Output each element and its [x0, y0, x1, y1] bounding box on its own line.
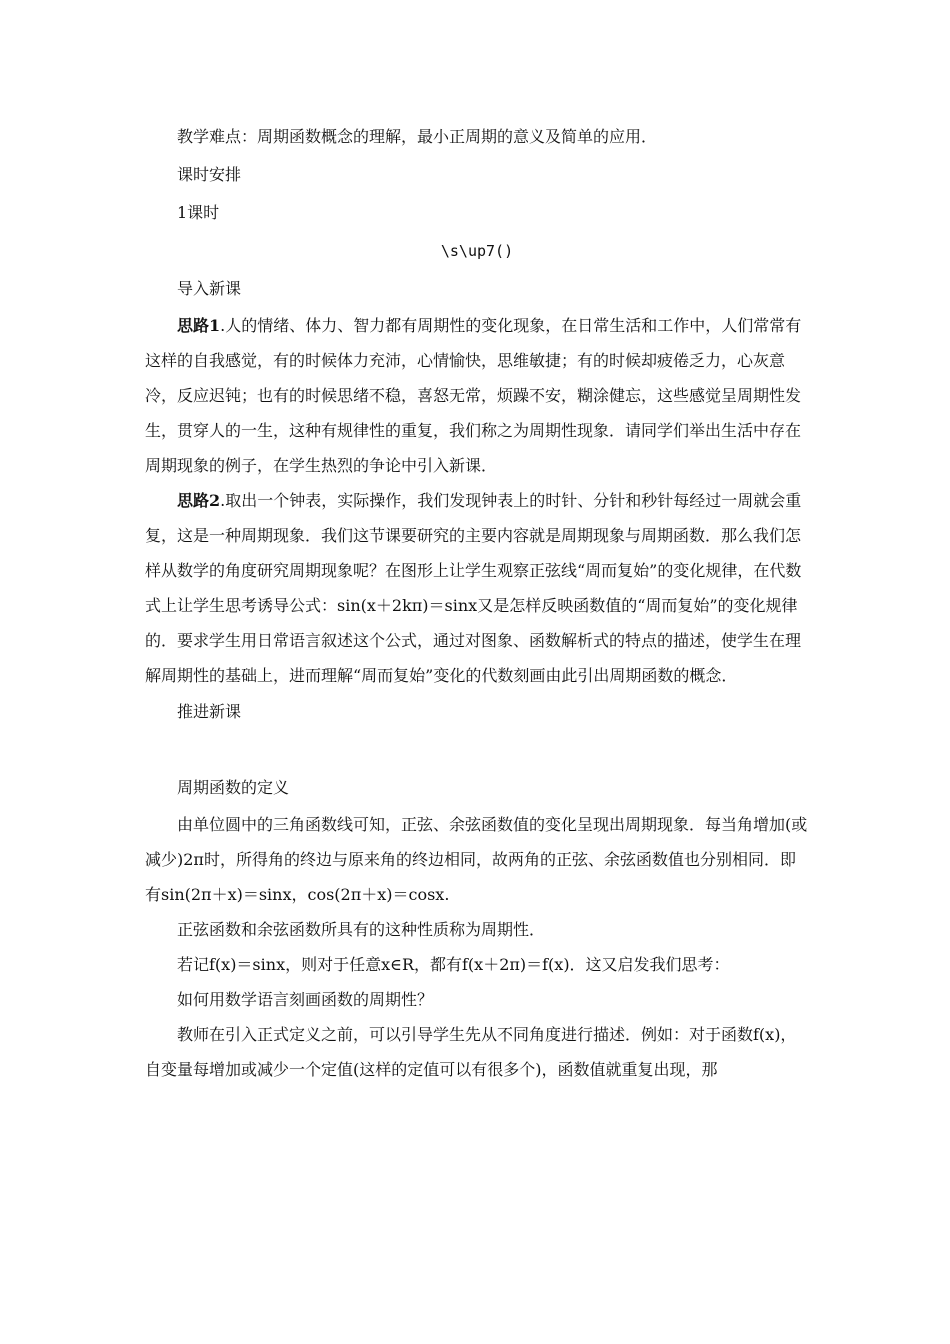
- intro-heading: 导入新课: [177, 279, 242, 298]
- sinx-notation-paragraph: 若记f(x)＝sinx，则对于任意x∈R，都有f(x＋2π)＝f(x)．这又启发我们思考：: [177, 955, 730, 974]
- teaching-difficulty: 教学难点：周期函数概念的理解，最小正周期的意义及简单的应用．: [177, 127, 658, 146]
- blank-line: [145, 731, 809, 769]
- lesson-schedule-value: 1课时: [177, 203, 220, 222]
- periodicity-paragraph: 正弦函数和余弦函数所具有的这种性质称为周期性．: [177, 920, 546, 939]
- field-code-artifact: \s\up7(): [440, 242, 514, 260]
- approach-2-text: .取出一个钟表，实际操作，我们发现钟表上的时针、分针和秒针每经过一周就会重复，这是一种周期现象．我们这节课要研究的主要内容就是周期现象与周期函数．那么我们怎样从数学的角度研究周期现象呢？在图形上让学生观察正弦线“周而复始”的变化规律，在代数式上让学生思考诱导公式：sin(x＋2kπ)＝sinx又是怎样反映函数值的“周而复始”的变化规律的．要求学生用日常语言叙述这个公式，通过对图象、函数解析式的特点的描述，使学生在理解周期性的基础上，进而理解“周而复始”变化的代数刻画由此引出周期函数的概念．: [145, 491, 802, 685]
- approach-1-paragraph: [145, 308, 809, 483]
- approach-1-text: .人的情绪、体力、智力都有周期性的变化现象，在日常生活和工作中，人们常常有这样的自我感觉，有的时候体力充沛，心情愉快，思维敏捷；有的时候却疲倦乏力，心灰意冷，反应迟钝；也有的时候思绪不稳，喜怒无常，烦躁不安，糊涂健忘，这些感觉呈周期性发生，贯穿人的一生，这种有规律性的重复，我们称之为周期性现象．请同学们举出生活中存在周期现象的例子，在学生热烈的争论中引入新课．: [145, 316, 802, 475]
- document-page: [145, 118, 809, 1087]
- unit-circle-paragraph: 由单位圆中的三角函数线可知，正弦、余弦函数值的变化呈现出周期现象．每当角增加(或减少)2π时，所得角的终边与原来角的终边相同，故两角的正弦、余弦函数值也分别相同．即有sin(2π＋x)＝sinx，cos(2π＋x)＝cosx.: [145, 815, 808, 904]
- approach-2-paragraph: [145, 483, 809, 693]
- teacher-guidance-paragraph: 教师在引入正式定义之前，可以引导学生先从不同角度进行描述．例如：对于函数f(x)，自变量每增加或减少一个定值(这样的定值可以有很多个)，函数值就重复出现，那: [145, 1025, 797, 1079]
- new-lesson-heading: 推进新课: [177, 702, 242, 721]
- approach-1-label: 思路1: [177, 316, 221, 335]
- approach-2-label: 思路2: [177, 491, 221, 510]
- question-paragraph: 如何用数学语言刻画函数的周期性？: [177, 990, 434, 1009]
- periodic-definition-heading: 周期函数的定义: [177, 778, 290, 797]
- lesson-schedule-heading: 课时安排: [177, 165, 242, 184]
